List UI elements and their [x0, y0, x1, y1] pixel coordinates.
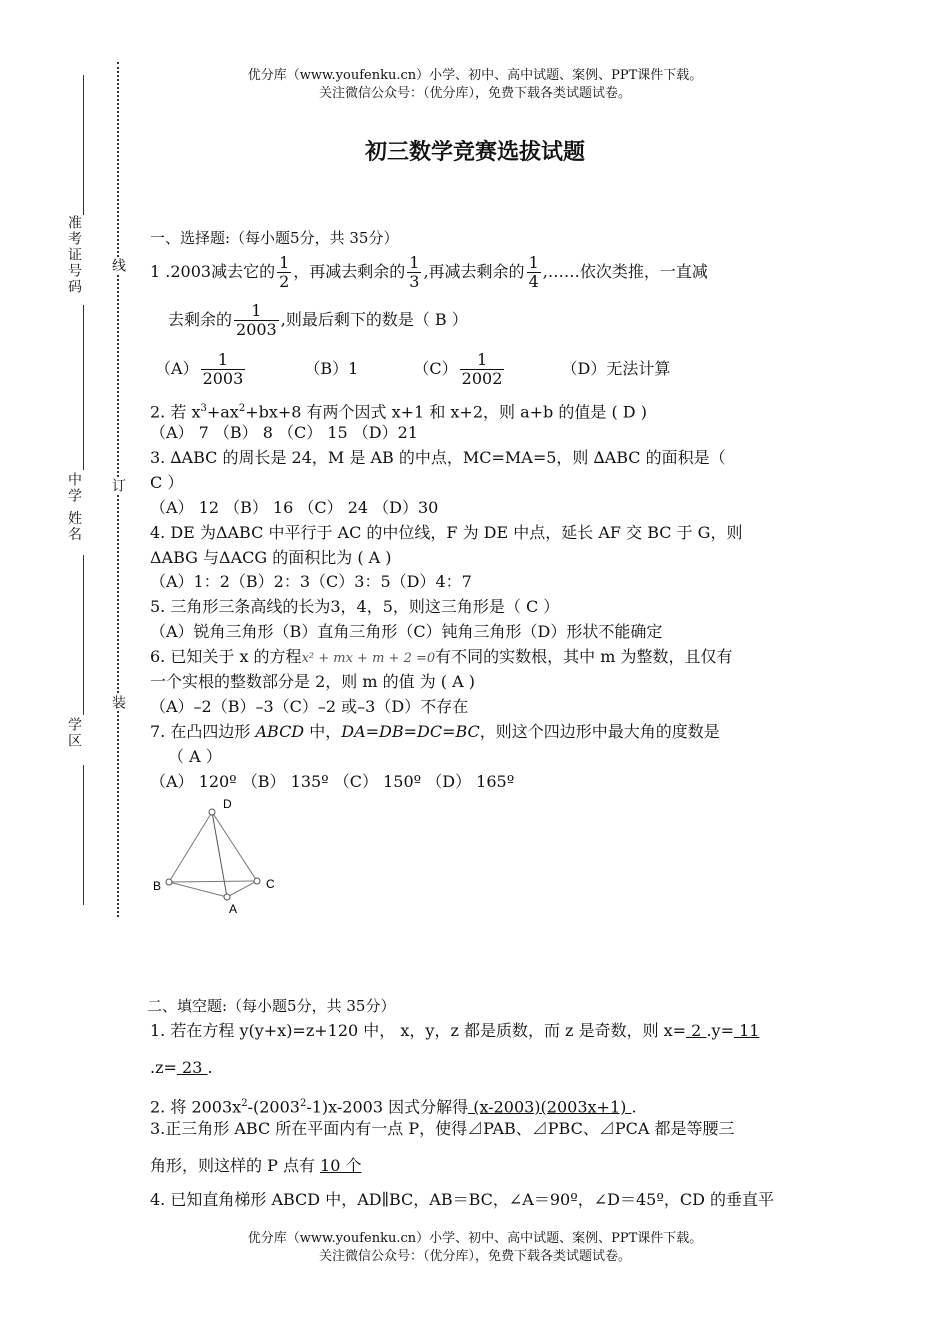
vertex-b	[166, 879, 172, 885]
q6-stem-2: 一个实根的整数部分是 2，则 m 的值 为 ( A )	[150, 672, 475, 691]
binding-label-area: 学区	[66, 717, 82, 749]
quadrilateral-figure	[145, 795, 285, 920]
q1-line2	[168, 300, 468, 340]
q7-options: （A） 120º （B） 135º （C） 150º （D） 165º	[150, 772, 515, 791]
vertex-c	[254, 878, 260, 884]
q3-options: （A） 12 （B） 16 （C） 24 （D）30	[150, 498, 439, 517]
binding-rule	[83, 555, 84, 715]
option-a: （A）	[155, 359, 199, 378]
header-line-2: 关注微信公众号：（优分库），免费下载各类试题试卷。	[318, 86, 631, 101]
fill-q4: 4. 已知直角梯形 ABCD 中，AD∥BC，AB＝BC，∠A＝90º，∠D＝45º，CD 的垂直平	[150, 1190, 775, 1209]
page-title: 初三数学竞赛选拔试题	[364, 140, 585, 165]
binding-mark-xian: 线	[110, 258, 126, 274]
section2-heading: 二、填空题:（每小题5分，共 35分）	[147, 997, 396, 1015]
header-line-1: 优分库（www.youfenku.cn）小学、初中、高中试题、案例、PPT课件下载。	[247, 68, 703, 83]
edge-ba	[169, 882, 227, 897]
answer-x: 2	[686, 1021, 707, 1040]
answer-z: 23	[176, 1058, 208, 1077]
option-d: （D）无法计算	[561, 359, 671, 378]
fill-q1-line2: .z= 23 .	[150, 1058, 213, 1077]
q1-text: 去剩余的	[168, 310, 233, 329]
edge-bc	[169, 881, 257, 882]
option-b: （B）1	[304, 359, 359, 378]
fraction: $\frac{1}{2003}$	[202, 350, 244, 388]
q1-options	[155, 349, 670, 389]
q6-stem: 6. 已知关于 x 的方程x² + mx + m + 2 =0有不同的实数根，其中 m 为整数，且仅有	[150, 647, 733, 666]
binding-rule	[83, 305, 84, 470]
edge-db	[169, 812, 212, 882]
q5-options: （A）锐角三角形（B）直角三角形（C）钝角三角形（D）形状不能确定	[150, 622, 663, 641]
fill-q3-line2: 角形，则这样的 P 点有 10 个	[150, 1156, 362, 1175]
q1-text: ,……依次类推，一直减	[542, 262, 708, 281]
q3-stem: 3. ∆ABC 的周长是 24，M 是 AB 的中点，MC=MA=5，则 ∆ABC 的面积是（	[150, 448, 726, 467]
edge-ac	[227, 881, 257, 897]
binding-mark-zhuang: 装	[110, 695, 126, 711]
fill-q2: 2. 将 $2003x^2-(2003^2-1)x-2003$ 因式分解得 (x-2003)(2003x+1) .	[150, 1097, 637, 1117]
answer-factorization: (x-2003)(2003x+1)	[468, 1097, 632, 1117]
binding-rule	[83, 765, 84, 905]
q1-text: ，再减去剩余的	[293, 262, 406, 281]
fraction: $\frac{1}{2002}$	[461, 350, 503, 388]
q1-text: ,则最后剩下的数是（ B ）	[280, 310, 468, 329]
q4-stem-2: ΔABG 与ΔACG 的面积比为 ( A )	[150, 548, 392, 567]
q1-line1	[150, 252, 708, 292]
q3-stem-2: C ）	[150, 473, 184, 492]
fraction: $\frac{1}{3}$	[409, 253, 420, 291]
footer-line-2: 关注微信公众号：（优分库），免费下载各类试题试卷。	[318, 1249, 631, 1264]
label-b: B	[153, 879, 162, 893]
label-a: A	[229, 902, 238, 916]
label-c: C	[266, 877, 275, 891]
section1-heading: 一、选择题:（每小题5分，共 35分）	[150, 229, 399, 247]
q4-stem: 4. DE 为ΔABC 中平行于 AC 的中位线，F 为 DE 中点，延长 AF 交 BC 于 G，则	[150, 523, 743, 542]
edge-dc	[212, 812, 257, 881]
answer-p-count: 10 个	[320, 1156, 362, 1175]
fill-q3: 3.正三角形 ABC 所在平面内有一点 P，使得⊿PAB、⊿PBC、⊿PCA 都是等腰三	[150, 1119, 735, 1138]
q2-options: （A） 7 （B） 8 （C） 15 （D）21	[150, 423, 418, 442]
fill-q1: 1. 若在方程 y(y+x)=z+120 中， x，y，z 都是质数，而 z 是奇数，则 x= 2 .y= 11	[150, 1021, 760, 1040]
fraction: $\frac{1}{2}$	[279, 253, 290, 291]
q7-stem-2: （ A ）	[168, 747, 222, 766]
q1-text: ,再减去剩余的	[423, 262, 525, 281]
q7-stem: 7. 在凸四边形 ABCD 中，DA=DB=DC=BC，则这个四边形中最大角的度数是	[150, 722, 720, 741]
binding-mark-ding: 订	[110, 478, 126, 494]
q1-text: 1 .2003减去它的	[150, 262, 276, 281]
q2-stem: 2. 若 $x^3+ax^2+bx+8$ 有两个因式 x+1 和 x+2，则 a+b 的值是 ( D )	[150, 402, 647, 422]
q6-equation: x² + mx + m + 2 =0	[301, 651, 436, 666]
label-d: D	[223, 797, 232, 811]
q6-options: （A）–2（B）–3（C）–2 或–3（D）不存在	[150, 697, 469, 716]
binding-label-name: 中学 姓名	[66, 472, 82, 543]
fraction: $\frac{1}{4}$	[528, 253, 539, 291]
q5-stem: 5. 三角形三条高线的长为3，4，5，则这三角形是（ C ）	[150, 597, 560, 616]
vertex-d	[209, 809, 215, 815]
fraction: $\frac{1}{2003}$	[236, 301, 277, 339]
footer-line-1: 优分库（www.youfenku.cn）小学、初中、高中试题、案例、PPT课件下载。	[247, 1231, 703, 1246]
option-c: （C）	[413, 359, 458, 378]
edge-da	[212, 812, 227, 897]
q4-options: （A）1：2（B）2：3（C）3：5（D）4：7	[150, 572, 472, 591]
vertex-a	[224, 894, 230, 900]
answer-y: 11	[733, 1021, 760, 1040]
binding-label-zkzh: 准考证号码	[66, 215, 82, 295]
